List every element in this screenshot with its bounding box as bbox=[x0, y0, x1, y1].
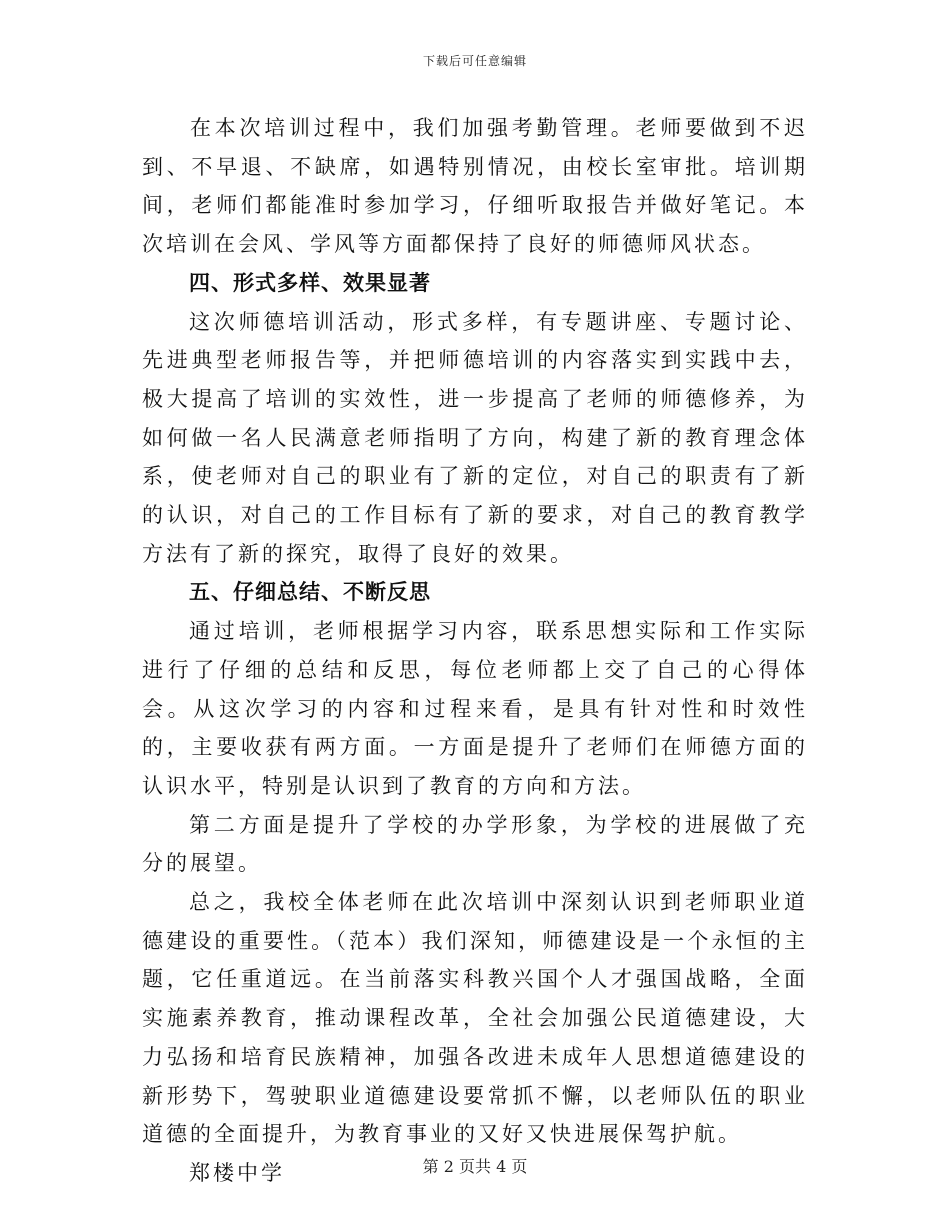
signature-school: 郑楼中学 bbox=[189, 1160, 285, 1185]
paragraph-conclusion: 总之，我校全体老师在此次培训中深刻认识到老师职业道德建设的重要性。（范本）我们深知，师德建设是一个永恒的主题，它任重道远。在当前落实科教兴国个人才强国战略，全面实施素养教育，推动课程改革，全社会加强公民道德建设，大力弘扬和培育民族精神，加强各改进未成年人思想道德建设的新形势下，驾驶职业道德建设要常抓不懈，以老师队伍的职业道德的全面提升，为教育事业的又好又快进展保驾护航。 bbox=[142, 890, 808, 1147]
paragraph-second-aspect: 第二方面是提升了学校的办学形象，为学校的进展做了充分的展望。 bbox=[142, 812, 808, 876]
paragraph-attendance: 在本次培训过程中，我们加强考勤管理。老师要做到不迟到、不早退、不缺席，如遇特别情况，由校长室审批。培训期间，老师们都能准时参加学习，仔细听取报告并做好笔记。本次培训在会风、学风等方面都保持了良好的师德师风状态。 bbox=[142, 116, 808, 257]
document-body bbox=[142, 109, 808, 1193]
paragraph-summary-reflection: 通过培训，老师根据学习内容，联系思想实际和工作实际进行了仔细的总结和反思，每位老师都上交了自己的心得体会。从这次学习的内容和过程来看，是具有针对性和时效性的，主要收获有两方面。一方面是提升了老师们在师德方面的认识水平，特别是认识到了教育的方向和方法。 bbox=[142, 619, 808, 798]
paragraph-forms-effects: 这次师德培训活动，形式多样，有专题讲座、专题讨论、先进典型老师报告等，并把师德培训的内容落实到实践中去，极大提高了培训的实效性，进一步提高了老师的师德修养，为如何做一名人民满意老师指明了方向，构建了新的教育理念体系，使老师对自己的职业有了新的定位，对自己的职责有了新的认识，对自己的工作目标有了新的要求，对自己的教育教学方法有了新的探究，取得了良好的效果。 bbox=[142, 309, 808, 566]
page-header: 下载后可任意编辑 bbox=[422, 54, 527, 68]
section-heading-4: 四、形式多样、效果显著 bbox=[189, 270, 431, 295]
section-heading-5: 五、仔细总结、不断反思 bbox=[189, 580, 431, 605]
page-number: 第 2 页共 4 页 bbox=[422, 1157, 528, 1176]
